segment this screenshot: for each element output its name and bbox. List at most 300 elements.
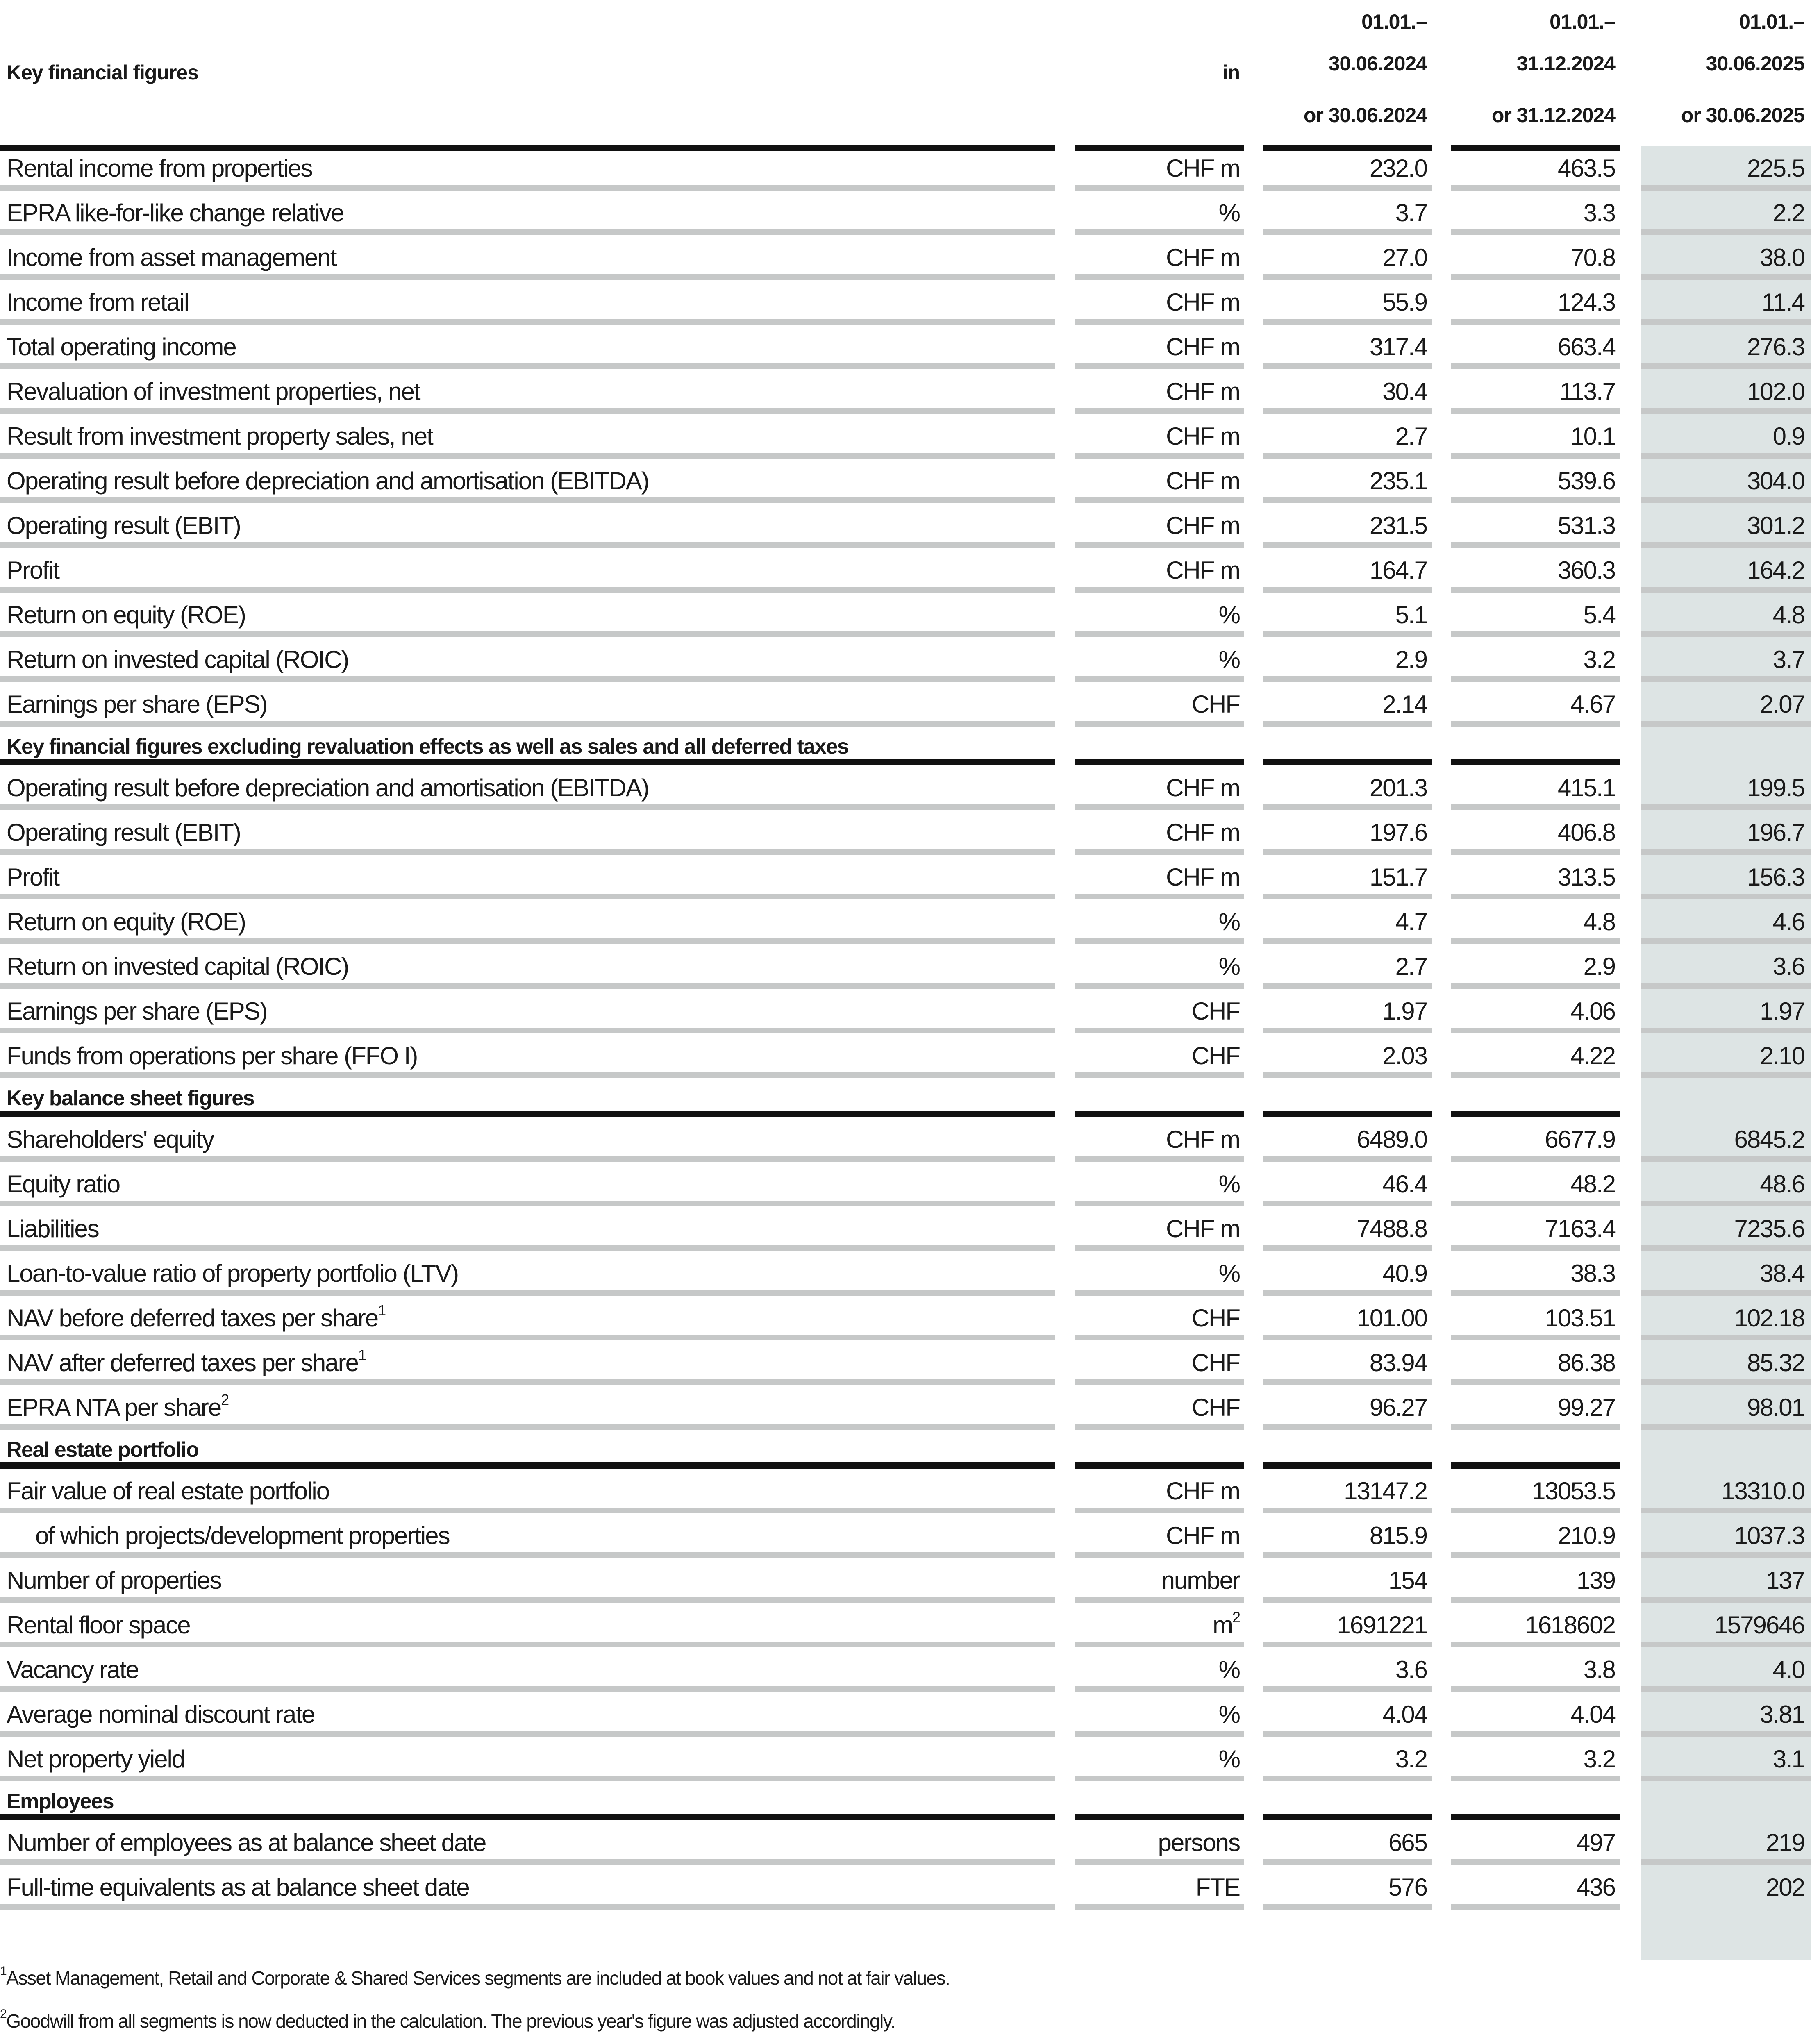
- row-divider: [0, 631, 1055, 637]
- value-h1-2024: 2.7: [1395, 953, 1427, 980]
- value-h1-2025: 3.1: [1772, 1745, 1804, 1773]
- row-label: [7, 467, 649, 495]
- row-divider: [1451, 1335, 1620, 1340]
- row-divider: [1451, 849, 1620, 855]
- section-header-row: [0, 1430, 1811, 1469]
- value-fy-2024: 360.3: [1557, 556, 1615, 584]
- value-h1-2024: 231.5: [1369, 512, 1427, 539]
- row-divider: [1075, 1072, 1244, 1078]
- value-h1-2025: 85.32: [1747, 1349, 1804, 1376]
- table-row: [0, 765, 1811, 810]
- row-divider: [1075, 1028, 1244, 1033]
- row-unit: [1192, 997, 1240, 1026]
- row-divider: [0, 587, 1055, 593]
- table-row: [0, 810, 1811, 855]
- row-label-text: Revaluation of investment properties, net: [7, 378, 420, 405]
- section-rule: [0, 759, 1055, 765]
- table-row: [0, 414, 1811, 459]
- col3-header-line3: or 30.06.2025: [1681, 104, 1804, 127]
- col2-header-line2: 31.12.2024: [1516, 52, 1615, 75]
- value-h1-2025: 276.3: [1747, 333, 1804, 361]
- table-row: [0, 855, 1811, 899]
- row-divider: [1075, 804, 1244, 810]
- row-unit-text: CHF m: [1166, 1126, 1240, 1153]
- value-h1-2024: 2.14: [1382, 690, 1427, 718]
- row-divider: [0, 983, 1055, 989]
- row-divider: [1641, 721, 1811, 727]
- table-row: [0, 1117, 1811, 1162]
- table-row: [0, 1206, 1811, 1251]
- row-divider: [0, 1508, 1055, 1513]
- table-row: [0, 1385, 1811, 1430]
- row-label: [7, 377, 420, 406]
- row-divider: [0, 274, 1055, 280]
- row-unit: [1219, 1259, 1240, 1288]
- row-divider: [1263, 1859, 1432, 1865]
- row-unit: [1166, 511, 1240, 540]
- footnote-2: [0, 2007, 895, 2032]
- row-label: [7, 1700, 314, 1729]
- value-fy-2024: 139: [1576, 1567, 1615, 1594]
- table-row: [0, 1737, 1811, 1781]
- row-divider: [1075, 849, 1244, 855]
- value-h1-2024: 151.7: [1369, 863, 1427, 891]
- row-divider: [1263, 1156, 1432, 1162]
- row-divider: [1263, 1379, 1432, 1385]
- row-divider: [1641, 849, 1811, 855]
- row-divider: [1075, 894, 1244, 899]
- row-unit: [1166, 1125, 1240, 1154]
- row-divider: [0, 1552, 1055, 1558]
- value-h1-2024: 576: [1388, 1874, 1427, 1901]
- row-divider: [1451, 894, 1620, 899]
- row-divider: [1451, 1552, 1620, 1558]
- row-divider: [1075, 938, 1244, 944]
- table-row: [0, 1692, 1811, 1737]
- col1-header-line2: 30.06.2024: [1328, 52, 1427, 75]
- row-divider: [1075, 1686, 1244, 1692]
- row-unit-text: %: [1218, 1170, 1240, 1198]
- row-unit-text: %: [1218, 953, 1240, 980]
- row-label-text: Full-time equivalents as at balance sheet date: [7, 1874, 469, 1901]
- value-fy-2024: 70.8: [1570, 244, 1615, 271]
- value-h1-2024: 665: [1388, 1829, 1427, 1856]
- row-divider: [0, 1201, 1055, 1206]
- row-divider: [1641, 1424, 1811, 1430]
- row-label: [7, 645, 348, 674]
- row-unit-text: CHF m: [1166, 556, 1240, 584]
- row-label: [7, 333, 236, 361]
- row-label: [7, 511, 241, 540]
- value-h1-2024: 164.7: [1369, 556, 1427, 584]
- row-unit: [1219, 1745, 1240, 1774]
- row-divider: [1641, 363, 1811, 369]
- value-h1-2025: 199.5: [1747, 774, 1804, 802]
- row-divider: [1451, 1379, 1620, 1385]
- row-divider: [1641, 1245, 1811, 1251]
- row-divider: [1075, 1424, 1244, 1430]
- section-title: Key balance sheet figures: [7, 1086, 254, 1110]
- value-fy-2024: 3.2: [1583, 646, 1615, 673]
- value-fy-2024: 539.6: [1557, 467, 1615, 495]
- row-divider: [1075, 631, 1244, 637]
- row-divider: [1075, 1156, 1244, 1162]
- row-label-text: Funds from operations per share (FFO I): [7, 1042, 418, 1070]
- section-rule: [1075, 1111, 1244, 1117]
- row-unit-text: CHF m: [1166, 378, 1240, 405]
- row-label-text: Earnings per share (EPS): [7, 997, 267, 1025]
- table-row: [0, 235, 1811, 280]
- row-divider: [1263, 408, 1432, 414]
- row-divider: [0, 1335, 1055, 1340]
- row-label-text: Liabilities: [7, 1215, 99, 1242]
- value-fy-2024: 48.2: [1570, 1170, 1615, 1198]
- row-label-text: NAV before deferred taxes per share: [7, 1304, 378, 1332]
- row-divider: [1263, 542, 1432, 548]
- row-divider: [1451, 804, 1620, 810]
- row-unit-text: CHF m: [1166, 512, 1240, 539]
- row-divider: [1451, 542, 1620, 548]
- value-fy-2024: 7163.4: [1545, 1215, 1615, 1242]
- row-divider: [0, 1245, 1055, 1251]
- row-divider: [0, 1156, 1055, 1162]
- value-fy-2024: 4.67: [1570, 690, 1615, 718]
- table-row: [0, 1603, 1811, 1647]
- table-row: [0, 503, 1811, 548]
- table-row: [0, 1033, 1811, 1078]
- value-h1-2025: 6845.2: [1734, 1126, 1804, 1153]
- row-unit-text: CHF m: [1166, 1522, 1240, 1549]
- row-divider: [1641, 1776, 1811, 1781]
- table-row: [0, 637, 1811, 682]
- value-h1-2025: 0.9: [1772, 422, 1804, 450]
- table-row: [0, 1251, 1811, 1296]
- row-label: [7, 199, 343, 227]
- section-header-row: [0, 1078, 1811, 1117]
- value-fy-2024: 3.2: [1583, 1745, 1615, 1773]
- section-rule: [1451, 1111, 1620, 1117]
- row-label-text: Income from retail: [7, 288, 189, 316]
- section-rule: [1451, 1814, 1620, 1820]
- row-unit: [1166, 154, 1240, 183]
- row-divider: [1641, 274, 1811, 280]
- row-divider: [1075, 1201, 1244, 1206]
- value-h1-2025: 1579646: [1714, 1611, 1804, 1639]
- row-divider: [1641, 1686, 1811, 1692]
- row-divider: [1641, 1290, 1811, 1296]
- table-row: [0, 1469, 1811, 1513]
- row-divider: [1641, 804, 1811, 810]
- row-divider: [1263, 894, 1432, 899]
- row-divider: [1451, 185, 1620, 191]
- value-fy-2024: 3.3: [1583, 199, 1615, 227]
- row-divider: [1075, 1731, 1244, 1737]
- row-label: [7, 601, 245, 629]
- row-divider: [1641, 676, 1811, 682]
- row-unit: [1219, 908, 1240, 936]
- value-h1-2024: 2.7: [1395, 422, 1427, 450]
- section-rule: [1263, 1111, 1432, 1117]
- row-divider: [1263, 983, 1432, 989]
- row-divider: [1451, 497, 1620, 503]
- value-h1-2024: 30.4: [1382, 378, 1427, 405]
- row-divider: [1451, 1424, 1620, 1430]
- row-divider: [1641, 1508, 1811, 1513]
- row-divider: [0, 804, 1055, 810]
- value-fy-2024: 99.27: [1557, 1394, 1615, 1421]
- row-unit-text: %: [1218, 199, 1240, 227]
- value-h1-2025: 1.97: [1760, 997, 1804, 1025]
- row-divider: [1263, 1642, 1432, 1647]
- section-rule: [1451, 1462, 1620, 1469]
- row-divider: [1263, 1424, 1432, 1430]
- value-fy-2024: 86.38: [1557, 1349, 1615, 1376]
- row-divider: [0, 1290, 1055, 1296]
- row-divider: [1641, 894, 1811, 899]
- row-divider: [1263, 1335, 1432, 1340]
- value-fy-2024: 531.3: [1557, 512, 1615, 539]
- row-divider: [1641, 408, 1811, 414]
- row-divider: [1263, 319, 1432, 325]
- table-row: [0, 369, 1811, 414]
- row-unit-text: %: [1218, 1656, 1240, 1683]
- value-h1-2025: 3.7: [1772, 646, 1804, 673]
- row-unit-text: CHF m: [1166, 467, 1240, 495]
- row-label: [7, 243, 336, 272]
- footnote-2-mark: 2: [0, 2007, 7, 2021]
- value-h1-2025: 137: [1766, 1567, 1804, 1594]
- row-divider: [0, 363, 1055, 369]
- table-row: [0, 191, 1811, 235]
- row-label: [7, 1170, 120, 1199]
- row-unit-text: FTE: [1195, 1874, 1240, 1901]
- row-unit: [1166, 1477, 1240, 1506]
- row-unit: [1166, 422, 1240, 451]
- row-divider: [1075, 363, 1244, 369]
- row-unit: [1192, 1349, 1240, 1377]
- row-unit-text: CHF m: [1166, 422, 1240, 450]
- row-label-text: Loan-to-value ratio of property portfolio (LTV): [7, 1260, 459, 1287]
- row-label: [7, 1873, 469, 1902]
- value-h1-2024: 101.00: [1357, 1304, 1427, 1332]
- value-h1-2024: 317.4: [1369, 333, 1427, 361]
- row-label-text: EPRA like-for-like change relative: [7, 199, 344, 227]
- value-h1-2024: 3.6: [1395, 1656, 1427, 1683]
- row-label-text: Earnings per share (EPS): [7, 690, 267, 718]
- row-unit: [1166, 288, 1240, 317]
- row-divider: [1451, 1859, 1620, 1865]
- value-fy-2024: 406.8: [1557, 819, 1615, 846]
- row-divider: [1263, 849, 1432, 855]
- row-divider: [1451, 1245, 1620, 1251]
- value-h1-2025: 219: [1766, 1829, 1804, 1856]
- row-label: [7, 1259, 458, 1288]
- table-row: [0, 548, 1811, 593]
- row-divider: [1641, 1156, 1811, 1162]
- row-label: [7, 908, 245, 936]
- table-row: [0, 944, 1811, 989]
- row-divider: [1263, 229, 1432, 235]
- row-divider: [0, 938, 1055, 944]
- row-divider: [0, 1424, 1055, 1430]
- value-h1-2024: 201.3: [1369, 774, 1427, 802]
- value-fy-2024: 4.04: [1570, 1701, 1615, 1728]
- row-divider: [0, 408, 1055, 414]
- table-row: [0, 1296, 1811, 1340]
- row-unit-text: CHF m: [1166, 288, 1240, 316]
- value-fy-2024: 3.8: [1583, 1656, 1615, 1683]
- row-divider: [1075, 1642, 1244, 1647]
- row-unit-text: CHF m: [1166, 154, 1240, 182]
- value-fy-2024: 663.4: [1557, 333, 1615, 361]
- row-unit-text: CHF m: [1166, 333, 1240, 361]
- value-fy-2024: 313.5: [1557, 863, 1615, 891]
- row-label: [7, 422, 433, 451]
- row-divider: [1641, 542, 1811, 548]
- value-h1-2024: 2.9: [1395, 646, 1427, 673]
- row-divider: [1451, 453, 1620, 459]
- footnote-2-text: Goodwill from all segments is now deducted in the calculation. The previous year's figure was adjusted accordingly.: [6, 2010, 895, 2032]
- row-label-text: Income from asset management: [7, 244, 336, 271]
- row-divider: [1263, 938, 1432, 944]
- row-divider: [1641, 1597, 1811, 1603]
- row-divider: [1263, 1776, 1432, 1781]
- row-divider: [1075, 1552, 1244, 1558]
- value-h1-2024: 55.9: [1382, 288, 1427, 316]
- row-divider: [0, 721, 1055, 727]
- row-divider: [0, 1028, 1055, 1033]
- row-label-text: of which projects/development properties: [35, 1522, 450, 1549]
- row-divider: [1263, 1508, 1432, 1513]
- row-unit: [1166, 774, 1240, 802]
- row-label: [7, 1656, 139, 1684]
- table-row: [0, 989, 1811, 1033]
- row-divider: [1263, 1245, 1432, 1251]
- value-h1-2024: 232.0: [1369, 154, 1427, 182]
- row-label-text: Return on invested capital (ROIC): [7, 953, 349, 980]
- table-title: Key financial figures: [7, 61, 199, 84]
- row-divider: [1641, 1552, 1811, 1558]
- section-rule: [1451, 759, 1620, 765]
- value-h1-2025: 202: [1766, 1874, 1804, 1901]
- row-unit: [1219, 1700, 1240, 1729]
- row-unit: [1166, 863, 1240, 892]
- footnote-ref: 1: [378, 1302, 386, 1319]
- row-divider: [1075, 1859, 1244, 1865]
- row-divider: [1451, 1508, 1620, 1513]
- row-label: [7, 1611, 190, 1640]
- row-unit: [1166, 243, 1240, 272]
- value-h1-2024: 815.9: [1369, 1522, 1427, 1549]
- section-rule: [0, 1814, 1055, 1820]
- row-unit: [1219, 199, 1240, 227]
- value-h1-2025: 4.0: [1772, 1656, 1804, 1683]
- row-divider: [1451, 1156, 1620, 1162]
- value-h1-2024: 13147.2: [1344, 1477, 1427, 1505]
- row-label: [7, 1477, 329, 1506]
- row-unit: [1219, 1656, 1240, 1684]
- row-divider: [1075, 1379, 1244, 1385]
- value-h1-2024: 27.0: [1382, 244, 1427, 271]
- row-divider: [1641, 453, 1811, 459]
- value-fy-2024: 103.51: [1545, 1304, 1615, 1332]
- row-divider: [1641, 1379, 1811, 1385]
- value-h1-2024: 235.1: [1369, 467, 1427, 495]
- value-fy-2024: 38.3: [1570, 1260, 1615, 1287]
- value-h1-2025: 48.6: [1760, 1170, 1804, 1198]
- row-unit: [1158, 1828, 1240, 1857]
- row-label-text: Average nominal discount rate: [7, 1701, 315, 1728]
- row-divider: [1263, 1552, 1432, 1558]
- row-divider: [1451, 1686, 1620, 1692]
- value-h1-2025: 196.7: [1747, 819, 1804, 846]
- footnote-ref: 2: [221, 1391, 229, 1408]
- col1-header-line1: 01.01.–: [1361, 10, 1427, 33]
- section-rule: [1263, 1814, 1432, 1820]
- section-rule: [1075, 1462, 1244, 1469]
- value-h1-2024: 96.27: [1369, 1394, 1427, 1421]
- value-h1-2025: 38.0: [1760, 244, 1804, 271]
- row-divider: [1641, 631, 1811, 637]
- row-divider: [0, 497, 1055, 503]
- value-h1-2025: 225.5: [1747, 154, 1804, 182]
- row-unit-text: %: [1218, 601, 1240, 629]
- row-label: [7, 1125, 214, 1154]
- row-label: [7, 288, 189, 317]
- row-label-text: Rental floor space: [7, 1611, 190, 1639]
- row-divider: [0, 1859, 1055, 1865]
- row-label: [7, 774, 649, 802]
- table-row: [0, 682, 1811, 727]
- row-divider: [1075, 1335, 1244, 1340]
- section-rule: [0, 1462, 1055, 1469]
- row-divider: [1263, 1904, 1432, 1910]
- row-label: [7, 1304, 385, 1333]
- value-h1-2025: 301.2: [1747, 512, 1804, 539]
- value-h1-2025: 7235.6: [1734, 1215, 1804, 1242]
- value-h1-2024: 83.94: [1369, 1349, 1427, 1376]
- value-fy-2024: 463.5: [1557, 154, 1615, 182]
- row-divider: [0, 849, 1055, 855]
- unit-column-header: in: [1222, 61, 1240, 84]
- row-divider: [1263, 587, 1432, 593]
- table-row: [0, 593, 1811, 637]
- row-divider: [1451, 1776, 1620, 1781]
- row-unit-text: CHF m: [1166, 1215, 1240, 1242]
- row-divider: [1263, 1686, 1432, 1692]
- row-divider: [0, 185, 1055, 191]
- row-divider: [1263, 721, 1432, 727]
- value-h1-2024: 4.04: [1382, 1701, 1427, 1728]
- row-label-text: Return on invested capital (ROIC): [7, 646, 349, 673]
- value-h1-2025: 102.0: [1747, 378, 1804, 405]
- section-header-row: [0, 727, 1811, 765]
- row-divider: [0, 542, 1055, 548]
- row-unit-text: persons: [1158, 1829, 1240, 1856]
- row-divider: [1641, 319, 1811, 325]
- row-label-text: Profit: [7, 863, 59, 891]
- row-label-text: Rental income from properties: [7, 154, 312, 182]
- row-unit: [1166, 333, 1240, 361]
- row-unit-text: CHF m: [1166, 774, 1240, 802]
- value-fy-2024: 4.06: [1570, 997, 1615, 1025]
- row-divider: [0, 1597, 1055, 1603]
- row-divider: [1075, 319, 1244, 325]
- value-h1-2024: 4.7: [1395, 908, 1427, 936]
- section-rule: [1075, 1814, 1244, 1820]
- value-h1-2025: 98.01: [1747, 1394, 1804, 1421]
- row-divider: [1641, 185, 1811, 191]
